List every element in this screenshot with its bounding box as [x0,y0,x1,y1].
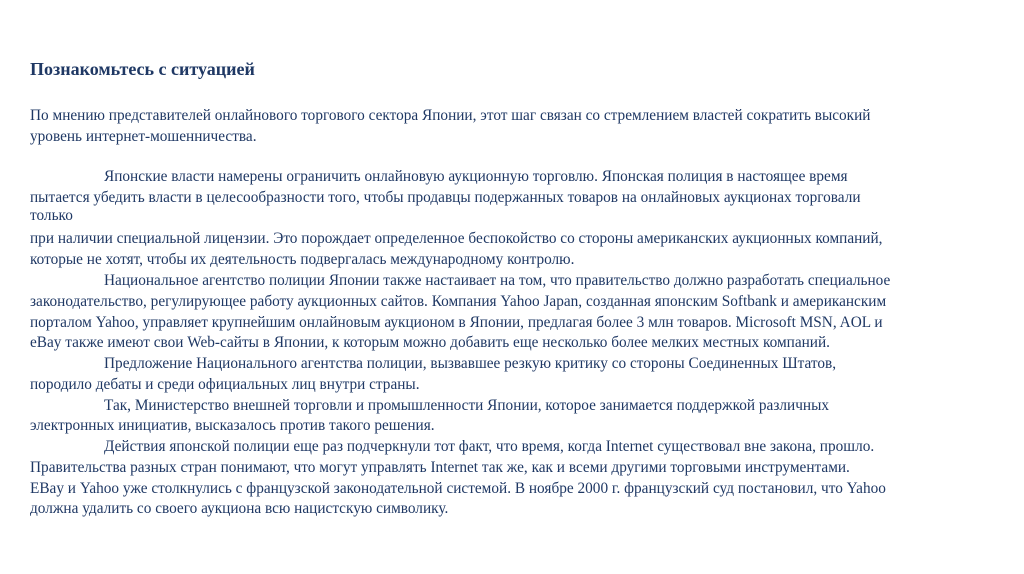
text-line: при наличии специальной лицензии. Это порождает определенное беспокойство со стороны американских аукционных компаний, [30,230,883,247]
paragraph-first-line: Предложение Национального агентства полиции, вызвавшее резкую критику со стороны Соединенных Штатов, [104,355,837,372]
text-line: должна удалить со своего аукциона всю нацистскую символику. [30,500,449,517]
text-line: уровень интернет-мошенничества. [30,128,257,145]
text-line: По мнению представителей онлайнового торгового сектора Японии, этот шаг связан со стремлением властей сократить высокий [30,107,871,124]
text-line: породило дебаты и среди официальных лиц внутри страны. [30,376,420,393]
text-line: EBay и Yahoo уже столкнулись с французской законодательной системой. В ноябре 2000 г. французский суд постановил, что Yahoo [30,480,886,497]
text-line: пытается убедить власти в целесообразности того, чтобы продавцы подержанных товаров на онлайновых аукционах торговали [30,189,861,206]
text-line: только [30,207,73,224]
paragraph-first-line: Национальное агентство полиции Японии также настаивает на том, что правительство должно разработать специальное [104,272,891,289]
text-line: законодательство, регулирующее работу аукционных сайтов. Компания Yahoo Japan, созданная японским Softbank и американским [30,293,887,310]
text-line: eBay также имеют свои Web-сайты в Японии, к которым можно добавить еще несколько более мелких местных компаний. [30,334,830,351]
text-line: электронных инициатив, высказалось против такого решения. [30,417,435,434]
paragraph-first-line: Действия японской полиции еще раз подчеркнули тот факт, что время, когда Internet существовал вне закона, прошло. [104,438,875,455]
text-line: Правительства разных стран понимают, что могут управлять Internet так же, как и всеми другими торговыми инструментами. [30,459,850,476]
slide-title: Познакомьтесь с ситуацией [30,59,255,79]
text-line: порталом Yahoo, управляет крупнейшим онлайновым аукционом в Японии, предлагая более 3 млн товаров. Microsoft MSN, AOL и [30,314,883,331]
paragraph-first-line: Так, Министерство внешней торговли и промышленности Японии, которое занимается поддержкой различных [104,397,830,414]
text-line: которые не хотят, чтобы их деятельность подвергалась международному контролю. [30,251,575,268]
paragraph-first-line: Японские власти намерены ограничить онлайновую аукционную торговлю. Японская полиция в настоящее время [104,168,848,185]
